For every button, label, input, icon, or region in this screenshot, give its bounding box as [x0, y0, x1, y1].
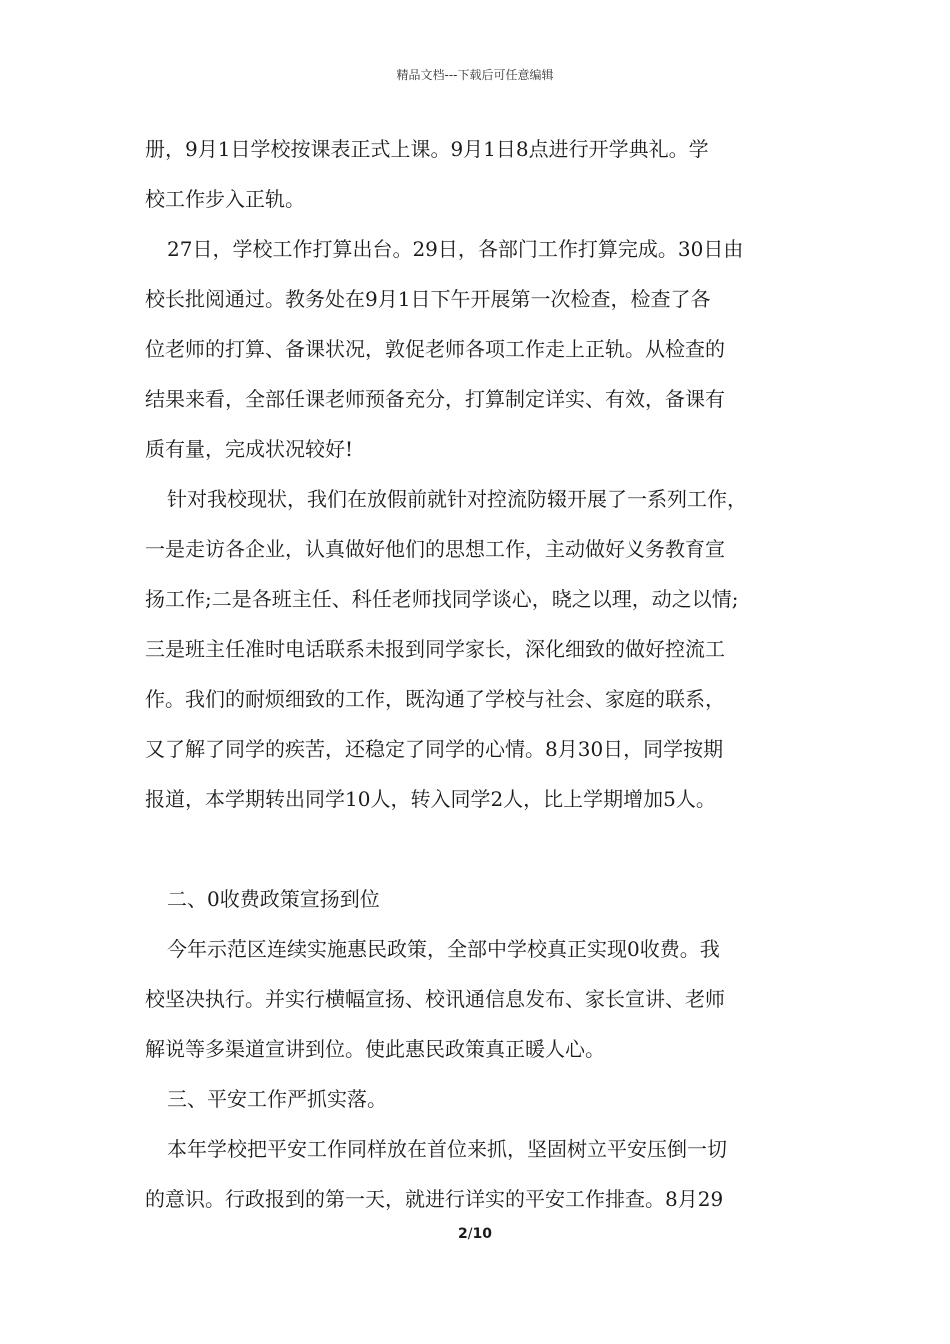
paragraph-line: 作。我们的耐烦细致的工作，既沟通了学校与社会、家庭的联系，	[145, 687, 725, 711]
document-body	[145, 124, 815, 1224]
page-number	[0, 1226, 950, 1242]
total-pages: 10	[472, 1226, 492, 1242]
paragraph-line: 校工作步入正轨。	[145, 187, 305, 211]
page-header: 精品文档---下载后可任意编辑	[396, 68, 554, 82]
section-heading: 三、平安工作严抓实落。	[167, 1087, 387, 1111]
paragraph-line: 27日，学校工作打算出台。29日，各部门工作打算完成。30日由	[167, 237, 744, 261]
current-page: 2	[458, 1226, 468, 1242]
paragraph-line: 册，9月1日学校按课表正式上课。9月1日8点进行开学典礼。学	[145, 137, 709, 161]
paragraph-line: 今年示范区连续实施惠民政策，全部中学校真正实现0收费。我	[167, 937, 720, 961]
paragraph-line: 针对我校现状，我们在放假前就针对控流防辍开展了一系列工作，	[167, 487, 747, 511]
paragraph-line: 质有量，完成状况较好!	[145, 437, 354, 461]
paragraph-line: 校坚决执行。并实行横幅宣扬、校讯通信息发布、家长宣讲、老师	[145, 987, 725, 1011]
page-separator: /	[467, 1226, 473, 1242]
paragraph-line: 校长批阅通过。教务处在9月1日下午开展第一次检查，检查了各	[145, 287, 711, 311]
paragraph-line: 的意识。行政报到的第一天，就进行详实的平安工作排查。8月29	[145, 1187, 724, 1211]
paragraph-line: 本年学校把平安工作同样放在首位来抓，坚固树立平安压倒一切	[167, 1137, 727, 1161]
paragraph-line: 又了解了同学的疾苦，还稳定了同学的心情。8月30日，同学按期	[145, 737, 724, 761]
paragraph-line: 扬工作;二是各班主任、科任老师找同学谈心，晓之以理，动之以情;	[145, 587, 739, 611]
paragraph-line: 位老师的打算、备课状况，敦促老师各项工作走上正轨。从检查的	[145, 337, 725, 361]
section-heading: 二、0收费政策宣扬到位	[167, 887, 380, 911]
paragraph-line: 一是走访各企业，认真做好他们的思想工作，主动做好义务教育宣	[145, 537, 725, 561]
paragraph-line: 三是班主任准时电话联系未报到同学家长，深化细致的做好控流工	[145, 637, 725, 661]
paragraph-gap	[145, 824, 815, 874]
paragraph-line: 结果来看，全部任课老师预备充分，打算制定详实、有效，备课有	[145, 387, 725, 411]
paragraph-line: 报道，本学期转出同学10人，转入同学2人，比上学期增加5人。	[145, 787, 716, 811]
paragraph-line: 解说等多渠道宣讲到位。使此惠民政策真正暖人心。	[145, 1037, 605, 1061]
